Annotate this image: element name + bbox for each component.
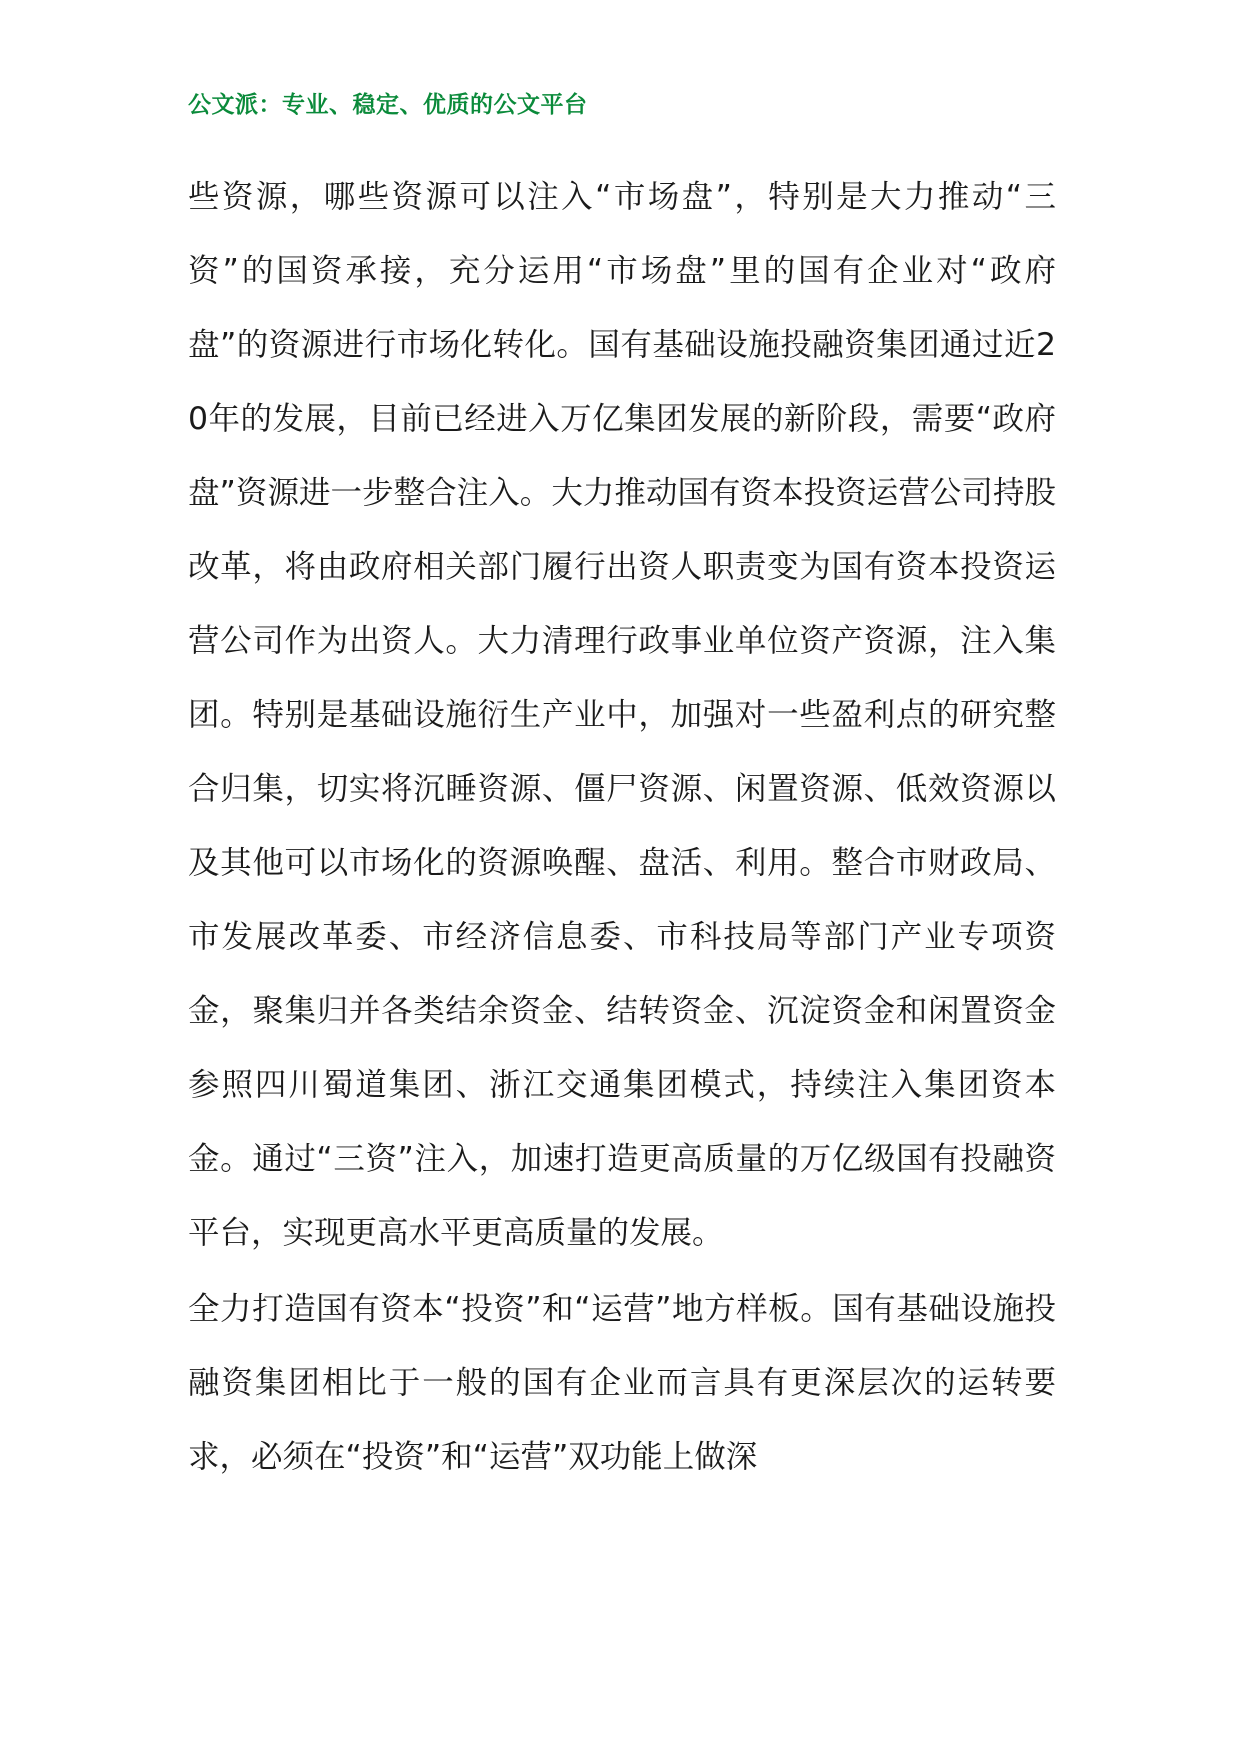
- page-header-title: 公文派：专业、稳定、优质的公文平台: [188, 92, 588, 118]
- document-body: [188, 160, 1056, 1494]
- paragraph-2: 全力打造国有资本“投资”和“运营”地方样板。国有基础设施投融资集团相比于一般的国有企业而言具有更深层次的运转要求，必须在“投资”和“运营”双功能上做深: [188, 1291, 1056, 1475]
- paragraph-1: 些资源，哪些资源可以注入“市场盘”，特别是大力推动“三资”的国资承接，充分运用“市场盘”里的国有企业对“政府盘”的资源进行市场化转化。国有基础设施投融资集团通过近20年的发展，目前已经进入万亿集团发展的新阶段，需要“政府盘”资源进一步整合注入。大力推动国有资本投资运营公司持股改革，将由政府相关部门履行出资人职责变为国有资本投资运营公司作为出资人。大力清理行政事业单位资产资源，注入集团。特别是基础设施衍生产业中，加强对一些盈利点的研究整合归集，切实将沉睡资源、僵尸资源、闲置资源、低效资源以及其他可以市场化的资源唤醒、盘活、利用。整合市财政局、市发展改革委、市经济信息委、市科技局等部门产业专项资金，聚集归并各类结余资金、结转资金、沉淀资金和闲置资金参照四川蜀道集团、浙江交通集团模式，持续注入集团资本金。通过“三资”注入，加速打造更高质量的万亿级国有投融资平台，实现更高水平更高质量的发展。: [188, 179, 1056, 1251]
